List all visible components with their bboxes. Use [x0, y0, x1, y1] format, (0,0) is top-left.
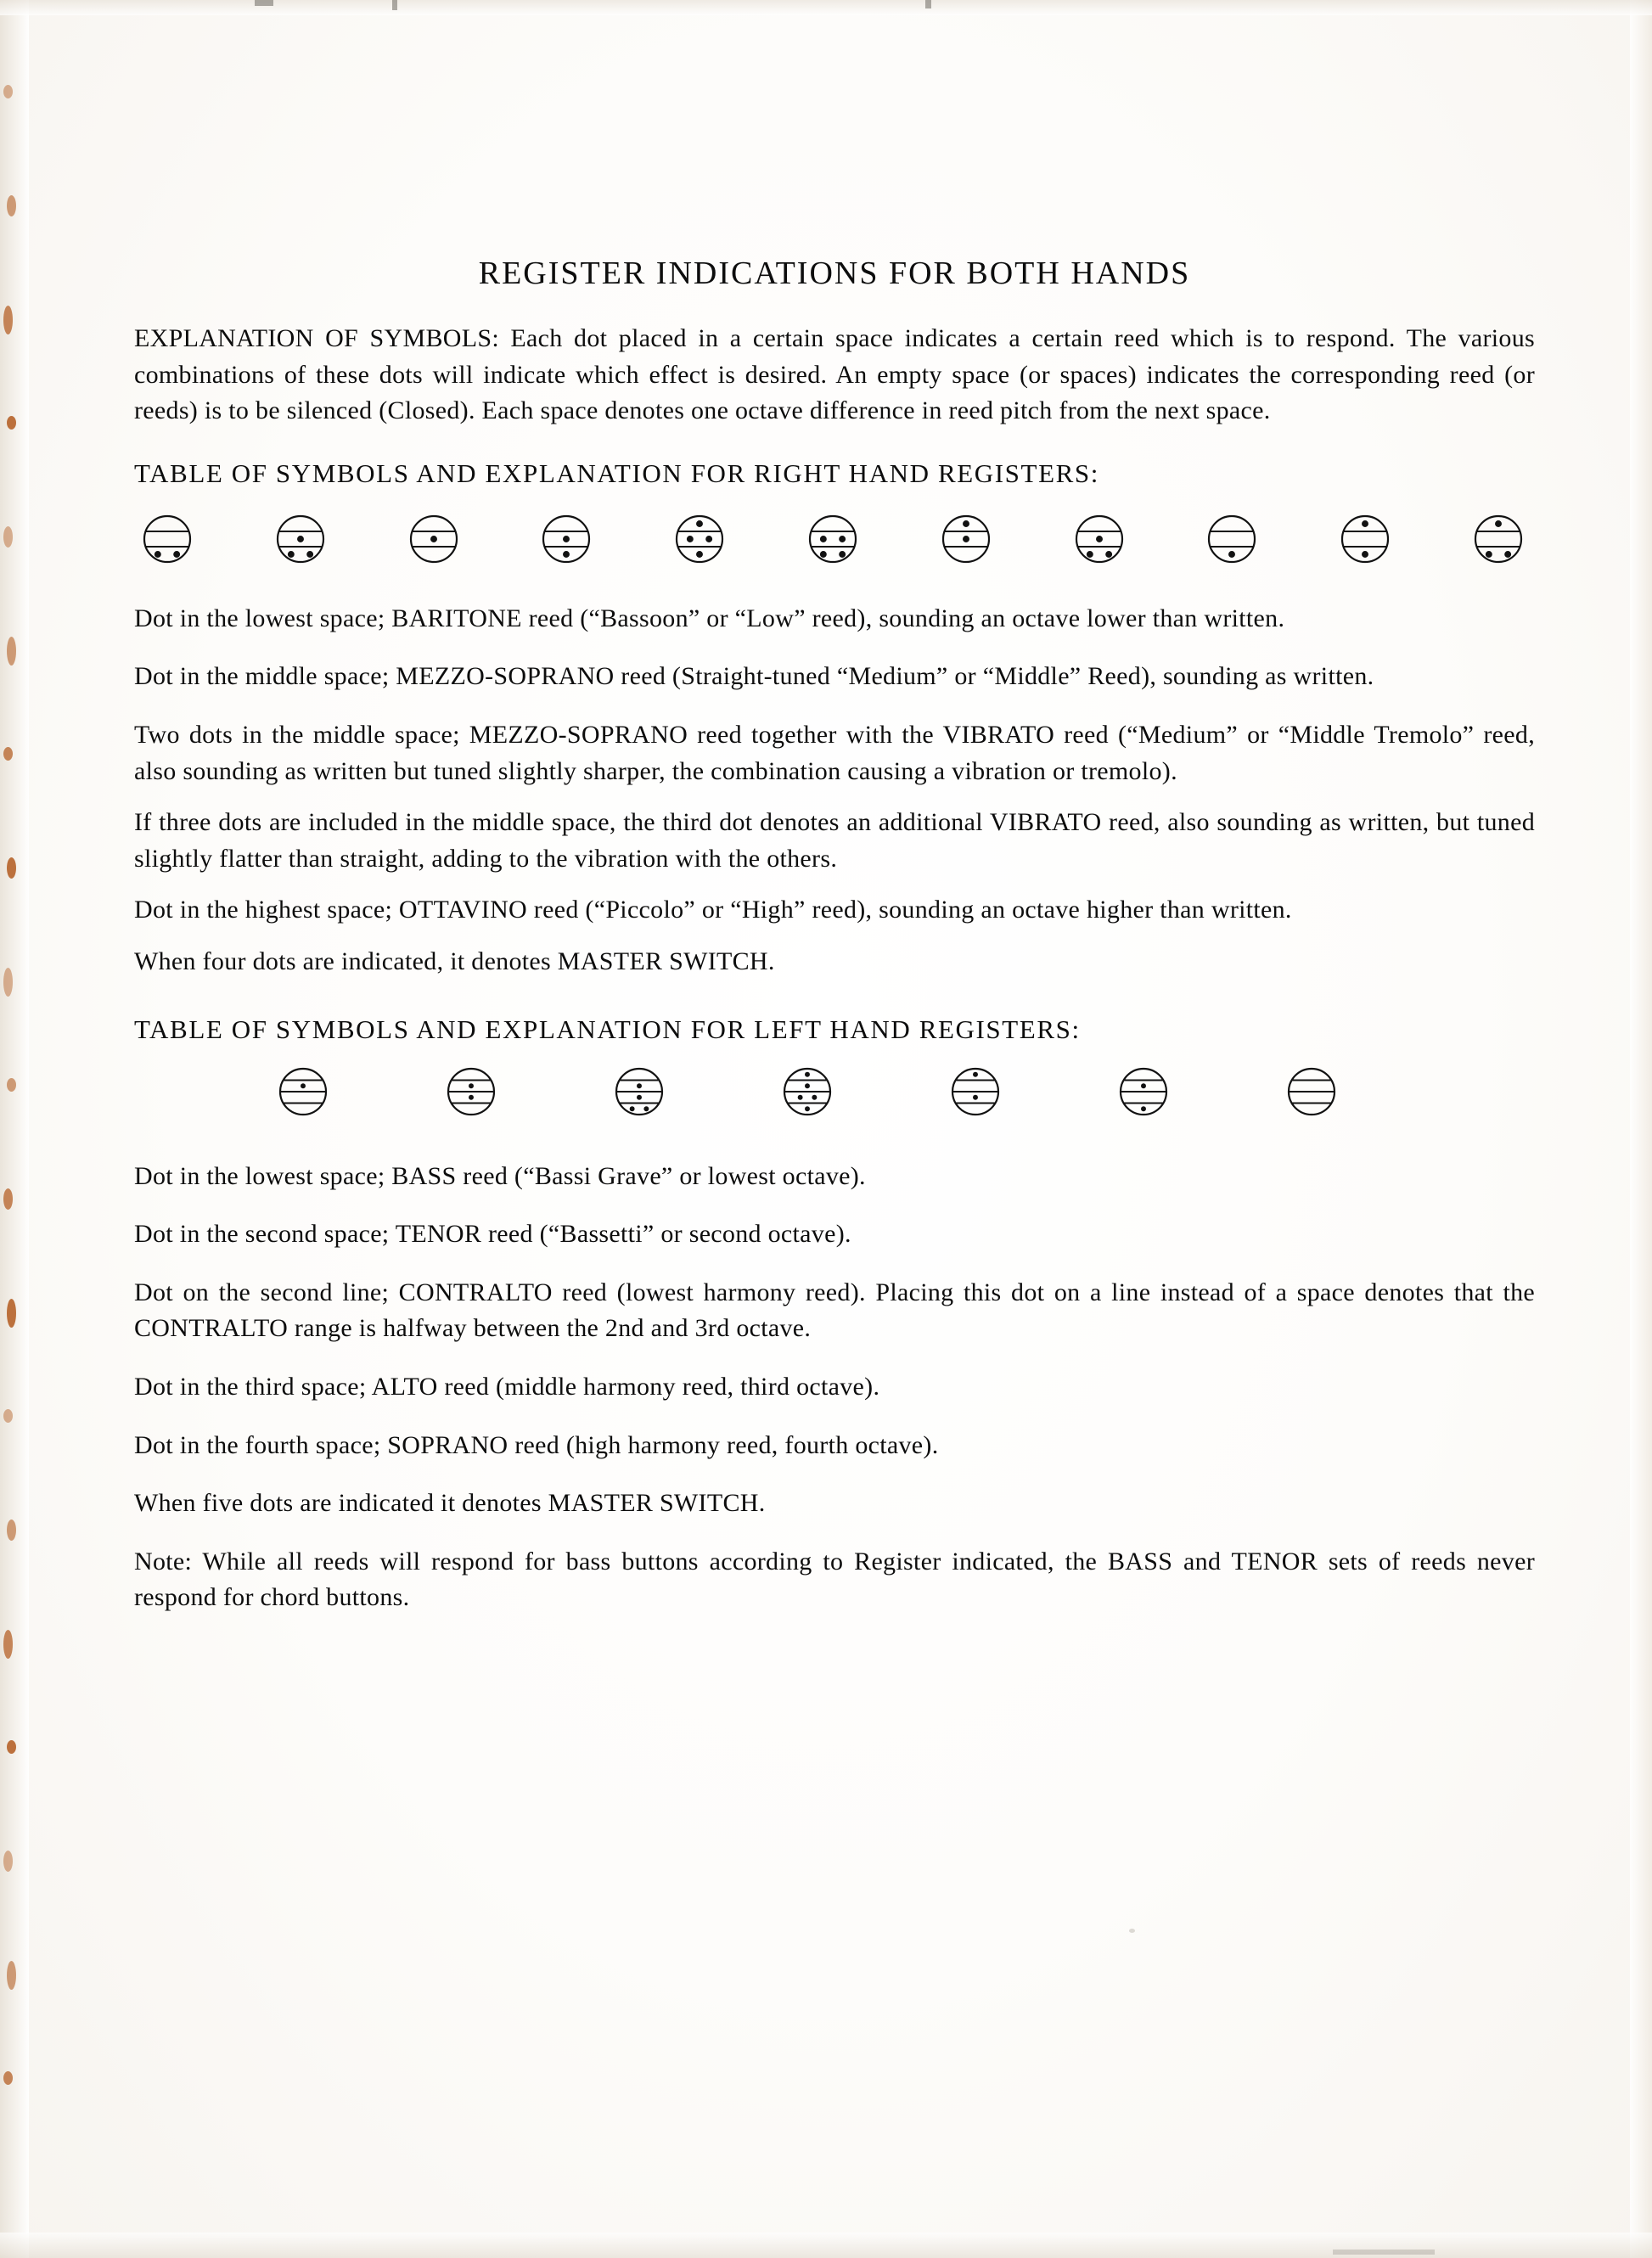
rh-paragraph-2: Dot in the middle space; MEZZO-SOPRANO reed (Straight-tuned “Medium” or “Middle” Reed), sounding as written. [134, 662, 1374, 691]
scan-tick-top-left [255, 0, 273, 6]
register-symbol-lh-6 [1119, 1067, 1172, 1120]
register-symbol-rh-11 [1474, 514, 1526, 567]
page-title: REGISTER INDICATIONS FOR BOTH HANDS [478, 256, 1191, 291]
lh-paragraph-3: Dot on the second line; CONTRALTO reed (lowest harmony reed). Placing this dot on a line instead of a space denotes that the CONTRALTO range is halfway between the 2nd and 3rd octave. [134, 1278, 1535, 1343]
register-symbol-lh-5 [951, 1067, 1003, 1120]
top-page-edge [0, 0, 1652, 15]
paper-smudge-2 [1129, 1929, 1135, 1933]
register-symbol-lh-2 [447, 1067, 499, 1120]
rh-paragraph-1: Dot in the lowest space; BARITONE reed (“Bassoon” or “Low” reed), sounding an octave lower than written. [134, 604, 1285, 632]
register-symbol-rh-1 [143, 514, 195, 567]
right-hand-table-heading: TABLE OF SYMBOLS AND EXPLANATION FOR RIGHT HAND REGISTERS: [134, 458, 1099, 488]
scan-tick-top-mid [392, 0, 397, 10]
lh-paragraph-6: When five dots are indicated it denotes MASTER SWITCH. [134, 1489, 766, 1518]
right-page-edge [1630, 0, 1652, 2258]
register-symbol-lh-1 [278, 1067, 331, 1120]
register-symbol-lh-3 [615, 1067, 667, 1120]
register-symbol-rh-4 [542, 514, 594, 567]
scan-tick-bottom [1333, 2250, 1435, 2255]
rh-paragraph-4: If three dots are included in the middle space, the third dot denotes an additional VIBRATO reed, also sounding as written, but tuned slightly flatter than straight, adding to the vibration with the others. [134, 808, 1535, 873]
rh-paragraph-5: Dot in the highest space; OTTAVINO reed (“Piccolo” or “High” reed), sounding an octave higher than written. [134, 896, 1292, 924]
register-symbol-rh-3 [409, 514, 462, 567]
lh-paragraph-2: Dot in the second space; TENOR reed (“Bassetti” or second octave). [134, 1220, 851, 1249]
document-content [134, 255, 1535, 1638]
register-symbol-lh-4 [783, 1067, 835, 1120]
register-symbol-rh-6 [808, 514, 861, 567]
left-hand-table-heading: TABLE OF SYMBOLS AND EXPLANATION FOR LEFT HAND REGISTERS: [134, 1014, 1081, 1044]
register-symbol-rh-2 [276, 514, 329, 567]
register-symbol-lh-7 [1287, 1067, 1340, 1120]
right-hand-symbol-row [134, 514, 1535, 567]
binding-stitch-marks [3, 51, 25, 2173]
lh-paragraph-1: Dot in the lowest space; BASS reed (“Bassi Grave” or lowest octave). [134, 1161, 866, 1190]
lh-paragraph-5: Dot in the fourth space; SOPRANO reed (high harmony reed, fourth octave). [134, 1430, 939, 1459]
scan-tick-top-right [925, 0, 931, 8]
register-symbol-rh-10 [1340, 514, 1393, 567]
register-symbol-rh-5 [675, 514, 728, 567]
explanation-paragraph: EXPLANATION OF SYMBOLS: Each dot placed in a certain space indicates a certain reed which is to respond. The various combinations of these dots will indicate which effect is desired. An empty space (or spaces) indicates the corresponding reed (or reeds) is to be silenced (Closed). Each space denotes one octave difference in reed pitch from the next space. [134, 324, 1535, 425]
register-symbol-rh-7 [941, 514, 994, 567]
rh-paragraph-3: Two dots in the middle space; MEZZO-SOPRANO reed together with the VIBRATO reed (“Medium” or “Middle Tremolo” reed, also sounding as written but tuned slightly sharper, the combination causing a vibration or tremolo). [134, 720, 1535, 785]
rh-paragraph-6: When four dots are indicated, it denotes MASTER SWITCH. [134, 946, 775, 975]
left-hand-symbol-row [134, 1067, 1535, 1120]
register-symbol-rh-8 [1075, 514, 1127, 567]
lh-paragraph-4: Dot in the third space; ALTO reed (middle harmony reed, third octave). [134, 1372, 880, 1401]
register-symbol-rh-9 [1207, 514, 1260, 567]
footer-note: Note: While all reeds will respond for bass buttons according to Register indicated, the BASS and TENOR sets of reeds never respond for chord buttons. [134, 1547, 1535, 1612]
